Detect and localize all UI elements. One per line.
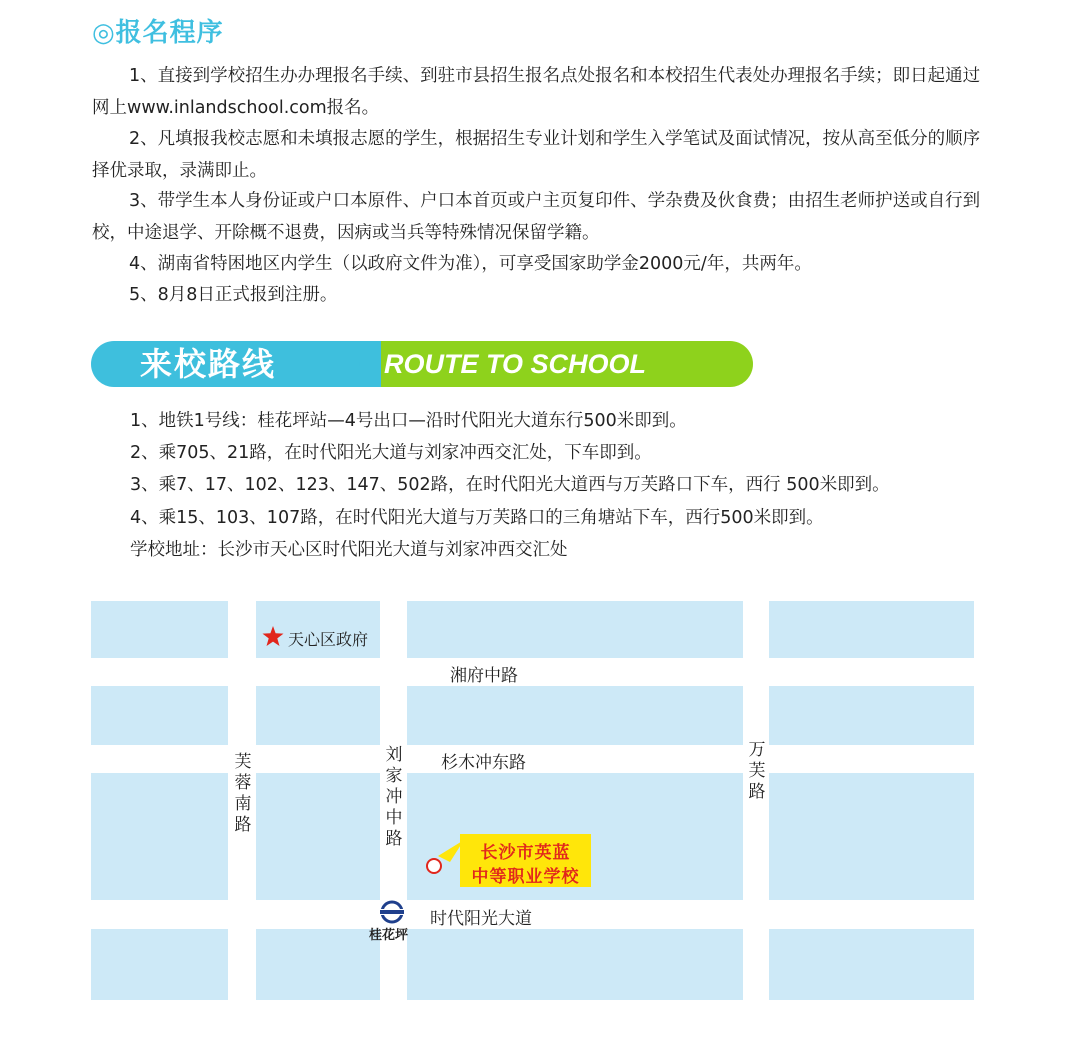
metro-icon: [378, 900, 406, 924]
road-liujiachong: 刘家冲中路: [385, 745, 403, 849]
map-block: [256, 686, 380, 745]
location-icon: [424, 836, 464, 876]
map-block: [91, 686, 228, 745]
map-block: [91, 773, 228, 900]
star-icon: [262, 626, 284, 647]
road-xiangfu: 湘府中路: [450, 666, 518, 686]
map-block: [407, 686, 743, 745]
registration-item-4: 4、湖南省特困地区内学生（以政府文件为准），可享受国家助学金2000元/年，共两年。: [129, 254, 812, 274]
map-block: [769, 686, 974, 745]
route-item-1: 1、地铁1号线：桂花坪站—4号出口—沿时代阳光大道东行500米即到。: [130, 411, 687, 431]
road-shidai: 时代阳光大道: [430, 909, 532, 929]
route-title-cn: 来校路线: [140, 345, 277, 383]
map-block: [91, 929, 228, 1000]
school-address: 学校地址：长沙市天心区时代阳光大道与刘家冲西交汇处: [130, 540, 568, 560]
map-block: [256, 773, 380, 900]
road-wanfu: 万芙路: [748, 740, 766, 802]
route-item-2: 2、乘705、21路，在时代阳光大道与刘家冲西交汇处，下车即到。: [130, 443, 652, 463]
road-shanmu: 杉木冲东路: [441, 753, 526, 773]
road-furong: 芙蓉南路: [234, 752, 252, 835]
school-label-line2: 中等职业学校: [471, 867, 580, 887]
registration-title: ◎报名程序: [92, 18, 224, 48]
station-label: 桂花坪: [369, 928, 409, 943]
route-item-4: 4、乘15、103、107路，在时代阳光大道与万芙路口的三角塘站下车，西行500米即到。: [130, 508, 824, 528]
map-block: [91, 601, 228, 658]
route-title-en: ROUTE TO SCHOOL: [384, 349, 647, 379]
map-block: [769, 601, 974, 658]
registration-item-3: 3、带学生本人身份证或户口本原件、户口本首页或户主页复印件、学杂费及伙食费；由招生老师护送或自行到校，中途退学、开除概不退费，因病或当兵等特殊情况保留学籍。: [92, 191, 981, 243]
gov-label: 天心区政府: [288, 630, 369, 649]
registration-item-1: 1、直接到学校招生办办理报名手续、到驻市县招生报名点处报名和本校招生代表处办理报名手续；即日起通过网上www.inlandschool.com报名。: [92, 66, 981, 118]
map-block: [769, 929, 974, 1000]
map-block: [769, 773, 974, 900]
banner-curve: [300, 341, 360, 387]
map-block: [407, 601, 743, 658]
school-label-line1: 长沙市英蓝: [480, 843, 571, 863]
map-block: [407, 929, 743, 1000]
registration-item-2: 2、凡填报我校志愿和未填报志愿的学生，根据招生专业计划和学生入学笔试及面试情况，按从高至低分的顺序择优录取，录满即止。: [92, 129, 981, 181]
route-item-3: 3、乘7、17、102、123、147、502路，在时代阳光大道西与万芙路口下车，西行 500米即到。: [130, 475, 890, 495]
registration-item-5: 5、8月8日正式报到注册。: [129, 285, 338, 305]
map-block: [256, 929, 380, 1000]
